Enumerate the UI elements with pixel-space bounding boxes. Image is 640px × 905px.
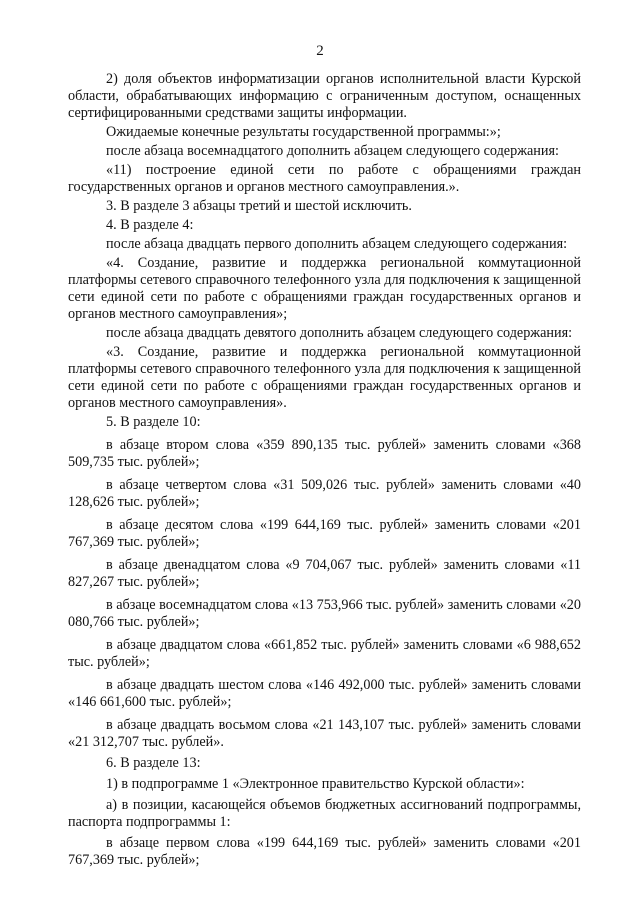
paragraph: Ожидаемые конечные результаты государственной программы:»;	[106, 124, 501, 140]
paragraph: «11) построение единой сети по работе с обращениями граждан государственных органов и органов местного самоуправления.».	[68, 162, 581, 195]
paragraph: в абзаце двадцать шестом слова «146 492,000 тыс. рублей» заменить словами «146 661,600 тыс. рублей»;	[68, 677, 581, 710]
paragraph: после абзаца двадцать первого дополнить абзацем следующего содержания:	[106, 236, 568, 252]
paragraph: а) в позиции, касающейся объемов бюджетных ассигнований подпрограммы, паспорта подпрограммы 1:	[68, 797, 581, 830]
document-body	[68, 71, 581, 869]
paragraph: в абзаце четвертом слова «31 509,026 тыс. рублей» заменить словами «40 128,626 тыс. рублей»;	[68, 477, 581, 510]
paragraph: в абзаце втором слова «359 890,135 тыс. рублей» заменить словами «368 509,735 тыс. рублей»;	[68, 437, 581, 470]
paragraph: в абзаце двадцать восьмом слова «21 143,107 тыс. рублей» заменить словами «21 312,707 тыс. рублей».	[68, 717, 581, 750]
paragraph: «3. Создание, развитие и поддержка региональной коммутационной платформы сетевого справочного телефонного узла для подключения к защищенной сети единой сети по работе с обращениями граждан государственных органов и органов местного самоуправления».	[68, 344, 581, 411]
paragraph: 3. В разделе 3 абзацы третий и шестой исключить.	[106, 198, 412, 214]
paragraph: в абзаце восемнадцатом слова «13 753,966 тыс. рублей» заменить словами «20 080,766 тыс. рублей»;	[68, 597, 581, 630]
paragraph: в абзаце двенадцатом слова «9 704,067 тыс. рублей» заменить словами «11 827,267 тыс. рублей»;	[68, 557, 581, 590]
paragraph: 1) в подпрограмме 1 «Электронное правительство Курской области»:	[106, 776, 525, 792]
paragraph: в абзаце двадцатом слова «661,852 тыс. рублей» заменить словами «6 988,652 тыс. рублей»;	[68, 637, 581, 670]
paragraph: «4. Создание, развитие и поддержка региональной коммутационной платформы сетевого справочного телефонного узла для подключения к защищенной сети единой сети по работе с обращениями граждан государственных органов и органов местного самоуправления»;	[68, 255, 581, 322]
paragraph: после абзаца двадцать девятого дополнить абзацем следующего содержания:	[106, 325, 573, 341]
paragraph: 2) доля объектов информатизации органов исполнительной власти Курской области, обрабатывающих информацию с ограниченным доступом, оснащенных сертифицированными средствами защиты информации.	[68, 71, 581, 121]
paragraph: в абзаце первом слова «199 644,169 тыс. рублей» заменить словами «201 767,369 тыс. рублей»;	[68, 835, 581, 868]
paragraph: после абзаца восемнадцатого дополнить абзацем следующего содержания:	[106, 143, 559, 159]
page-number: 2	[316, 43, 324, 59]
paragraph: 4. В разделе 4:	[106, 217, 194, 233]
paragraph: в абзаце десятом слова «199 644,169 тыс. рублей» заменить словами «201 767,369 тыс. рублей»;	[68, 517, 581, 550]
paragraph: 5. В разделе 10:	[106, 414, 201, 430]
paragraph: 6. В разделе 13:	[106, 755, 201, 771]
